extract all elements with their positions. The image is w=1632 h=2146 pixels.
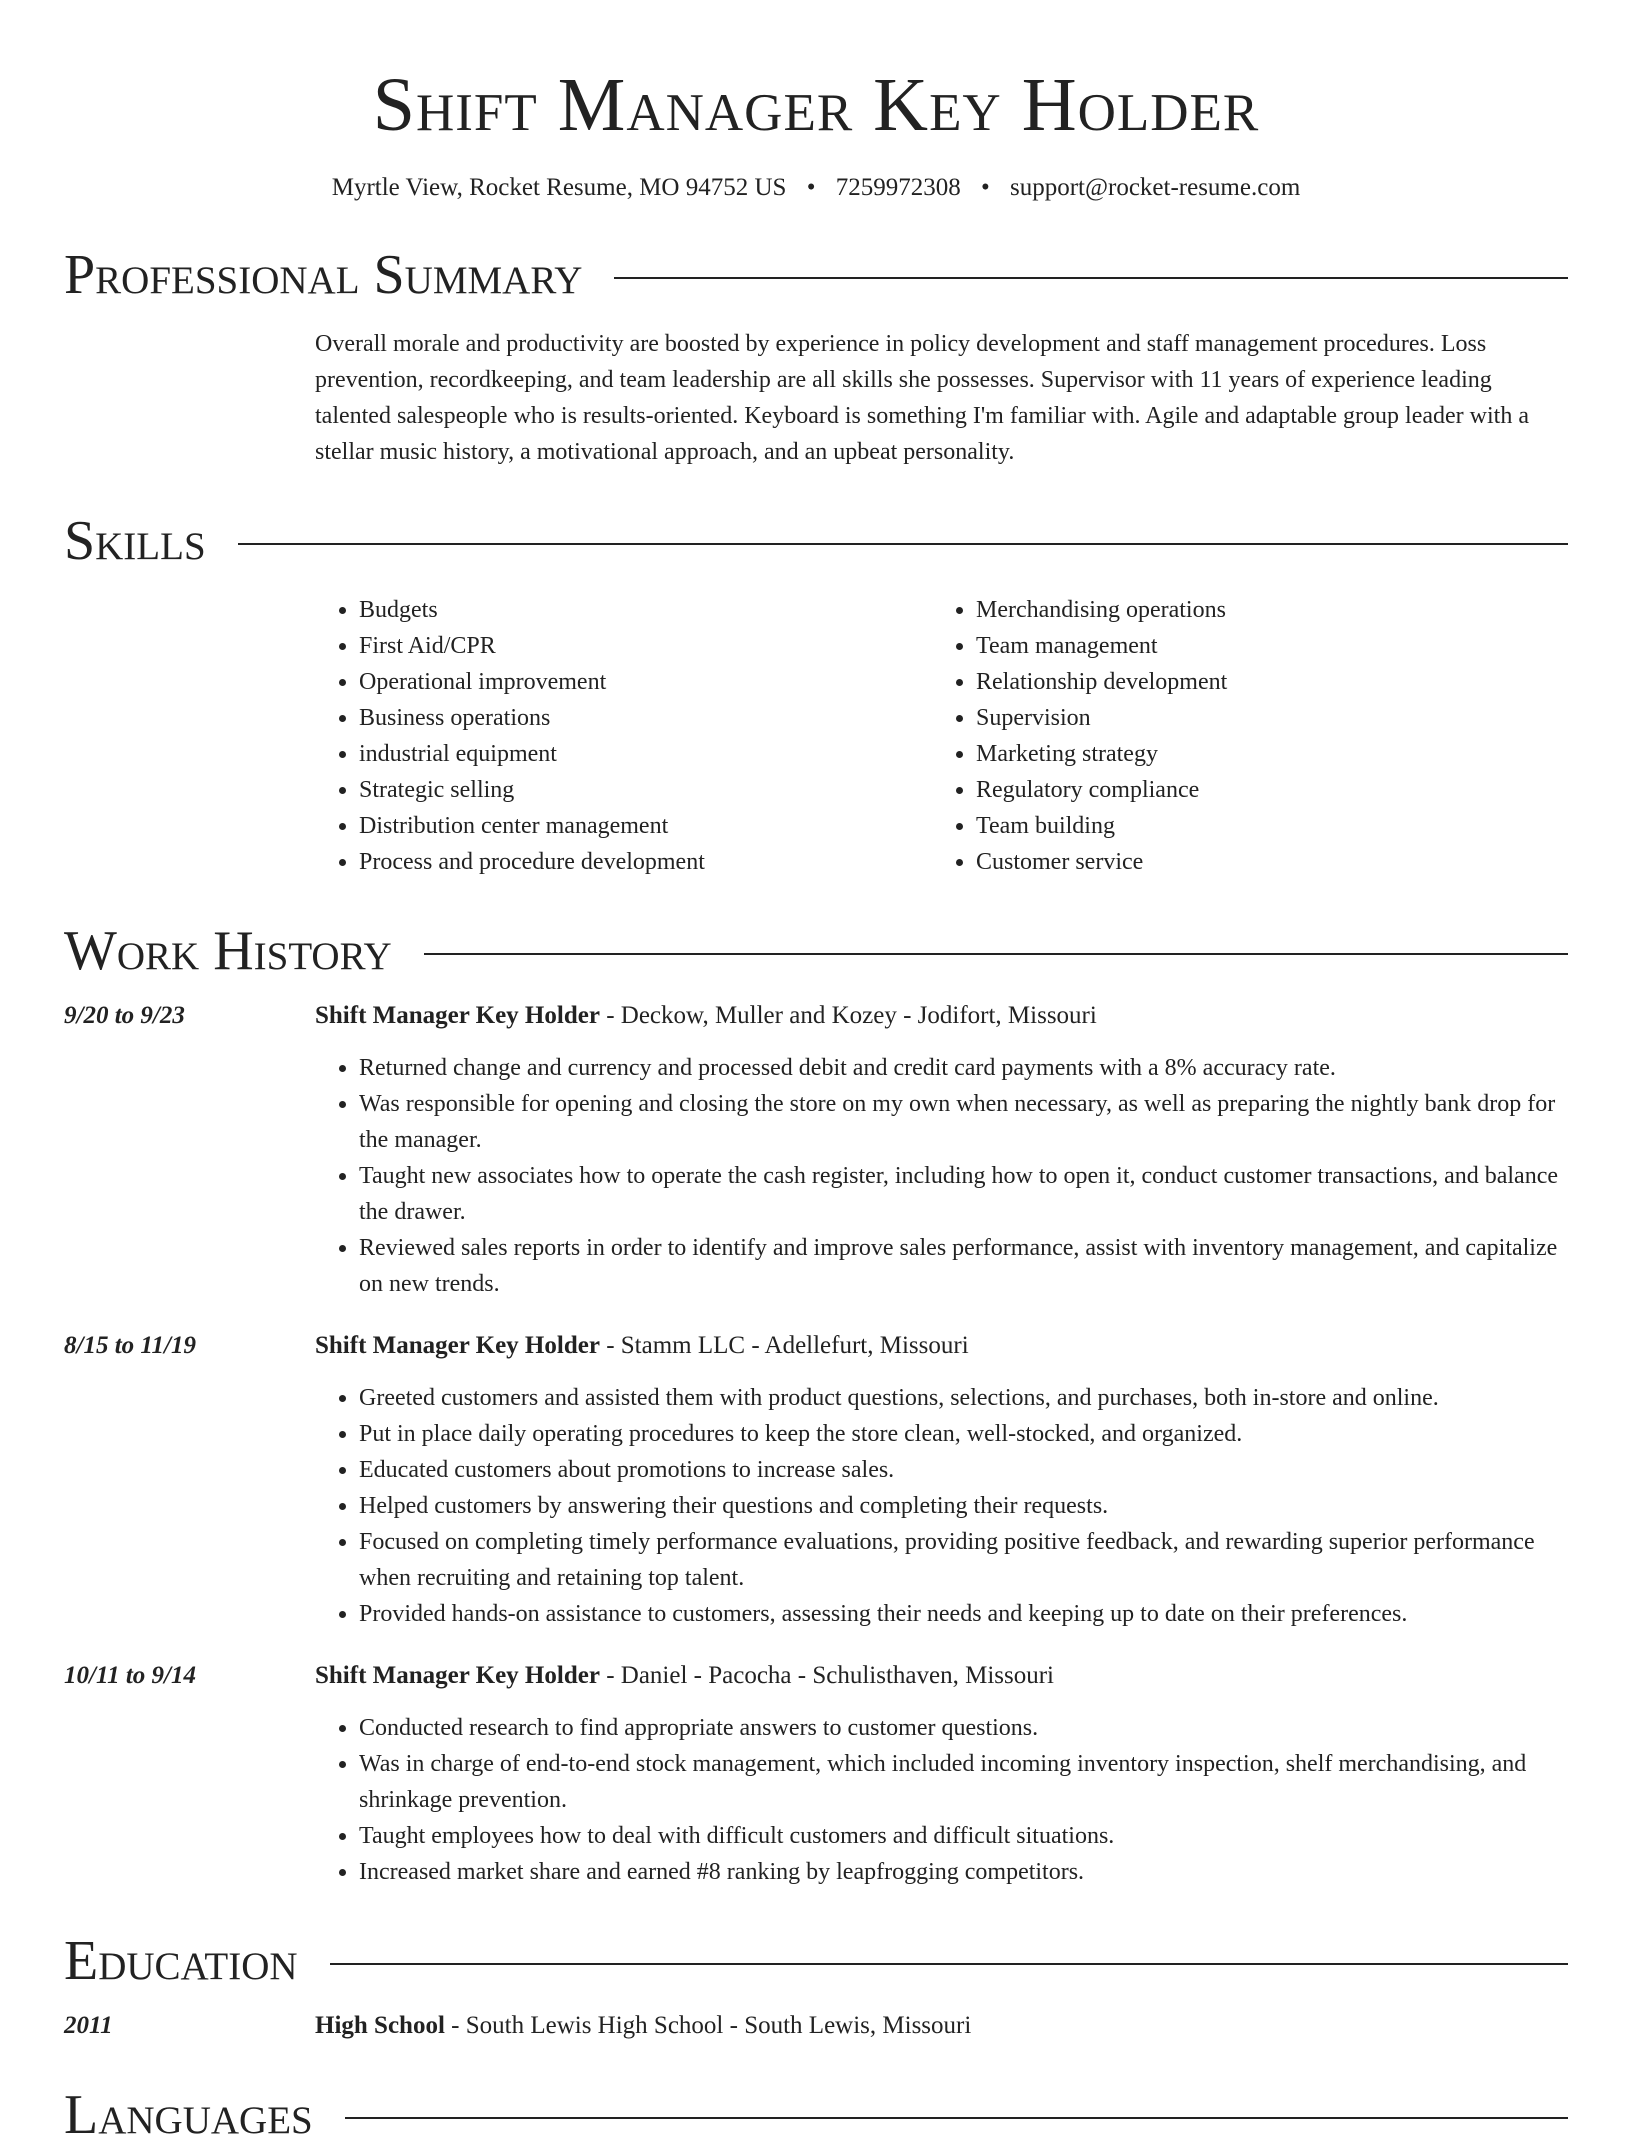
languages-heading: Languages: [64, 2084, 313, 2146]
skill-item: • Customer service: [976, 844, 1549, 880]
contact-address: Myrtle View, Rocket Resume, MO 94752 US: [331, 174, 787, 201]
job-dates: 10/11 to 9/14: [64, 1662, 196, 1689]
education-line: [315, 2008, 1568, 2044]
job-bullets: [315, 1050, 1568, 1302]
job-bullet: • Was responsible for opening and closing the store on my own when necessary, as well as preparing the nightly bank drop for the manager.: [359, 1086, 1568, 1158]
skill-item: • Strategic selling: [359, 772, 932, 808]
education-heading: Education: [64, 1930, 298, 1992]
education-school: - South Lewis High School - South Lewis, Missouri: [444, 2012, 972, 2039]
skill-item: • Marketing strategy: [976, 736, 1549, 772]
contact-email: support@rocket-resume.com: [1009, 174, 1301, 201]
job-bullet: • Conducted research to find appropriate answers to customer questions.: [359, 1710, 1568, 1746]
job-content: [315, 998, 1568, 1302]
job-content: [315, 1658, 1568, 1890]
job-entry: [64, 1658, 1568, 1890]
work-heading: Work History: [64, 920, 392, 982]
job-employer: - Stamm LLC - Adellefurt, Missouri: [599, 1332, 969, 1359]
job-dates: 9/20 to 9/23: [64, 1002, 185, 1029]
job-bullet: • Educated customers about promotions to increase sales.: [359, 1452, 1568, 1488]
section-divider: [345, 2117, 1568, 2119]
skills-column-right: [932, 592, 1549, 880]
job-title-line: [315, 1658, 1568, 1694]
job-bullet: • Greeted customers and assisted them with product questions, selections, and purchases, both in-store and online.: [359, 1380, 1568, 1416]
job-bullet: • Returned change and currency and processed debit and credit card payments with a 8% accuracy rate.: [359, 1050, 1568, 1086]
skill-item: • Operational improvement: [359, 664, 932, 700]
skill-item: • Supervision: [976, 700, 1549, 736]
skills-column-left: [315, 592, 932, 880]
job-title-line: [315, 1328, 1568, 1364]
work-section-header: [64, 920, 1568, 982]
contact-line: [64, 172, 1568, 204]
job-bullet: • Provided hands-on assistance to customers, assessing their needs and keeping up to date on their preferences.: [359, 1596, 1568, 1632]
skill-item: • Team building: [976, 808, 1549, 844]
job-bullet: • Reviewed sales reports in order to identify and improve sales performance, assist with inventory management, and capitalize on new trends.: [359, 1230, 1568, 1302]
job-content: [315, 1328, 1568, 1632]
job-title: Shift Manager Key Holder: [315, 1662, 600, 1689]
skill-item: • Distribution center management: [359, 808, 932, 844]
job-bullet: • Increased market share and earned #8 ranking by leapfrogging competitors.: [359, 1854, 1568, 1890]
section-divider: [424, 953, 1568, 955]
job-bullet: • Focused on completing timely performance evaluations, providing positive feedback, and rewarding superior performance when recruiting and retaining top talent.: [359, 1524, 1568, 1596]
section-divider: [330, 1963, 1568, 1965]
job-bullet: • Helped customers by answering their questions and completing their requests.: [359, 1488, 1568, 1524]
skill-item: • Merchandising operations: [976, 592, 1549, 628]
job-bullets: [315, 1710, 1568, 1890]
skill-item: • Relationship development: [976, 664, 1549, 700]
job-title: Shift Manager Key Holder: [315, 1002, 600, 1029]
contact-separator: •: [980, 174, 990, 201]
languages-section-header: [64, 2084, 1568, 2146]
skill-item: • First Aid/CPR: [359, 628, 932, 664]
summary-heading: Professional Summary: [64, 244, 583, 306]
summary-text: Overall morale and productivity are boosted by experience in policy development and staff management procedures. Loss prevention, recordkeeping, and team leadership are all skills she possesses. Supervisor with 11 years of experience leading talented salespeople who is results-oriented. Keyboard is something I'm familiar with. Agile and adaptable group leader with a stellar music history, a motivational approach, and an upbeat personality.: [315, 331, 1529, 465]
job-bullet: • Put in place daily operating procedures to keep the store clean, well-stocked, and organized.: [359, 1416, 1568, 1452]
contact-phone: 7259972308: [835, 174, 961, 201]
resume-name: Shift Manager Key Holder: [372, 63, 1260, 147]
contact-separator: •: [806, 174, 816, 201]
skills-heading: Skills: [64, 510, 206, 572]
section-divider: [238, 543, 1568, 545]
job-title: Shift Manager Key Holder: [315, 1332, 600, 1359]
job-bullet: • Taught employees how to deal with difficult customers and difficult situations.: [359, 1818, 1568, 1854]
job-bullets: [315, 1380, 1568, 1632]
skill-item: • Budgets: [359, 592, 932, 628]
job-entry: [64, 998, 1568, 1302]
education-section-header: [64, 1930, 1568, 1992]
skill-item: • Business operations: [359, 700, 932, 736]
job-bullet: • Was in charge of end-to-end stock management, which included incoming inventory inspection, shelf merchandising, and shrinkage prevention.: [359, 1746, 1568, 1818]
job-title-line: [315, 998, 1568, 1034]
job-employer: - Deckow, Muller and Kozey - Jodifort, Missouri: [599, 1002, 1097, 1029]
job-dates: 8/15 to 11/19: [64, 1332, 196, 1359]
job-entry: [64, 1328, 1568, 1632]
education-entry: [64, 2008, 1568, 2044]
education-year: 2011: [64, 2012, 113, 2039]
skill-item: • Regulatory compliance: [976, 772, 1549, 808]
education-degree: High School: [315, 2012, 445, 2039]
job-bullet: • Taught new associates how to operate the cash register, including how to open it, conduct customer transactions, and balance the drawer.: [359, 1158, 1568, 1230]
skills-list: [315, 592, 1568, 880]
section-divider: [614, 277, 1568, 279]
job-employer: - Daniel - Pacocha - Schulisthaven, Missouri: [599, 1662, 1055, 1689]
skill-item: • industrial equipment: [359, 736, 932, 772]
skill-item: • Process and procedure development: [359, 844, 932, 880]
summary-section-header: [64, 244, 1568, 306]
skills-section-header: [64, 510, 1568, 572]
skill-item: • Team management: [976, 628, 1549, 664]
